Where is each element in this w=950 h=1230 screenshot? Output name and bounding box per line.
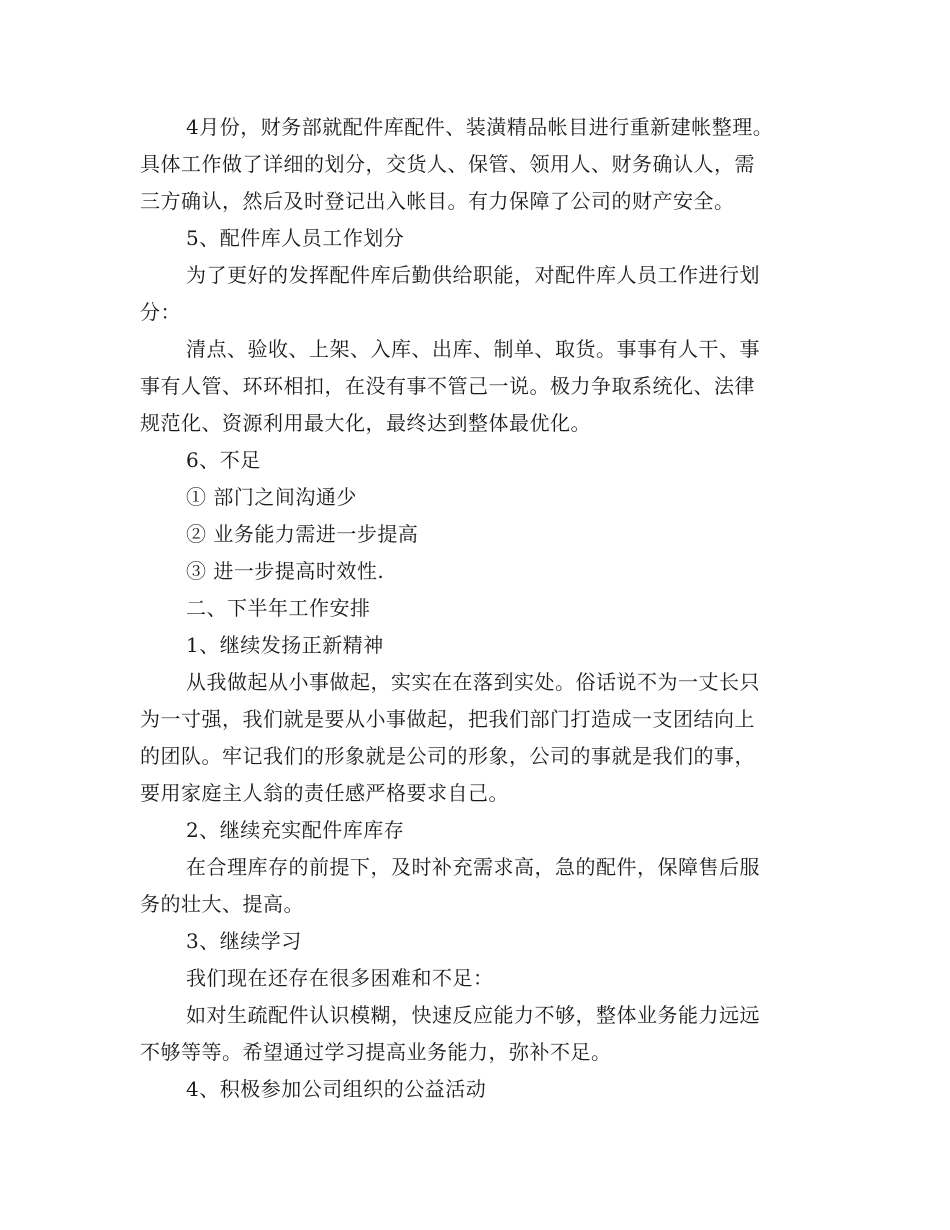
section-heading: 二、下半年工作安排 [186, 596, 371, 620]
section-heading: 5、配件库人员工作划分 [186, 226, 405, 250]
paragraph-line: 事有人管、环环相扣，在没有事不管己一说。极力争取系统化、法律 [140, 374, 755, 398]
paragraph-line: 从我做起从小事做起，实实在在落到实处。俗话说不为一丈长只 [186, 670, 760, 694]
list-item: ③ 进一步提高时效性. [186, 559, 385, 583]
paragraph-line: 我们现在还存在很多困难和不足： [186, 966, 494, 990]
paragraph-line: 具体工作做了详细的划分，交货人、保管、领用人、财务确认人，需 [140, 152, 755, 176]
paragraph-line: 三方确认，然后及时登记出入帐目。有力保障了公司的财产安全。 [140, 189, 735, 213]
paragraph-line: 的团队。牢记我们的形象就是公司的形象，公司的事就是我们的事， [140, 744, 755, 768]
section-heading: 2、继续充实配件库库存 [186, 818, 405, 842]
paragraph-line: 为了更好的发挥配件库后勤供给职能，对配件库人员工作进行划 [186, 263, 760, 287]
list-item: ② 业务能力需进一步提高 [186, 522, 419, 546]
list-item: ① 部门之间沟通少 [186, 485, 357, 509]
paragraph-line: 规范化、资源利用最大化，最终达到整体最优化。 [140, 411, 591, 435]
section-heading: 1、继续发扬正新精神 [186, 633, 384, 657]
paragraph-line: 要用家庭主人翁的责任感严格要求自己。 [140, 781, 509, 805]
paragraph-line: 分： [140, 300, 181, 324]
paragraph-line: 为一寸强，我们就是要从小事做起，把我们部门打造成一支团结向上 [140, 707, 755, 731]
paragraph-line: 如对生疏配件认识模糊，快速反应能力不够，整体业务能力远远 [186, 1003, 760, 1027]
paragraph-line: 不够等等。希望通过学习提高业务能力，弥补不足。 [140, 1040, 612, 1064]
section-heading: 4、积极参加公司组织的公益活动 [186, 1077, 487, 1101]
section-heading: 3、继续学习 [186, 929, 302, 953]
section-heading: 6、不足 [186, 448, 261, 472]
paragraph-line: 4月份，财务部就配件库配件、装潢精品帐目进行重新建帐整理。 [186, 115, 774, 139]
paragraph-line: 务的壮大、提高。 [140, 892, 304, 916]
paragraph-line: 在合理库存的前提下，及时补充需求高，急的配件，保障售后服 [186, 855, 760, 879]
paragraph-line: 清点、验收、上架、入库、出库、制单、取货。事事有人干、事 [186, 337, 760, 361]
